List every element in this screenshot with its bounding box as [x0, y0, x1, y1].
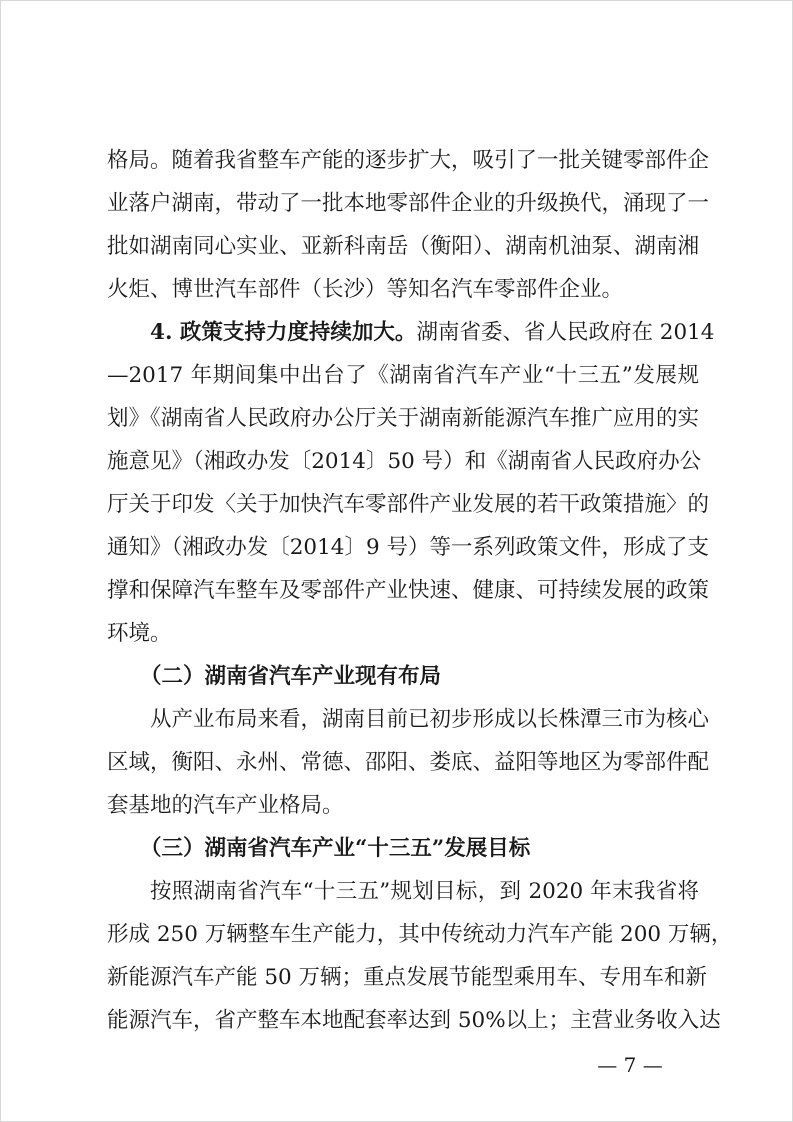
- paragraph-line: 火炬、博世汽车部件（长沙）等知名汽车零部件企业。: [107, 277, 624, 302]
- goal-line: 按照湖南省汽车“十三五”规划目标，到 2020 年末我省将: [150, 879, 699, 904]
- layout-line: 区域，衡阳、永州、常德、邵阳、娄底、益阳等地区为零部件配: [107, 750, 710, 775]
- section4-line: —2017 年期间集中出台了《湖南省汽车产业“十三五”发展规: [107, 363, 699, 388]
- section-heading-3: （三）湖南省汽车产业“十三五”发展目标: [140, 836, 531, 861]
- section4-line: 划》《湖南省人民政府办公厅关于湖南新能源汽车推广应用的实: [107, 406, 699, 431]
- layout-line: 套基地的汽车产业格局。: [107, 793, 344, 818]
- section4-line: 厅关于印发〈关于加快汽车零部件产业发展的若干政策措施〉的: [107, 492, 710, 517]
- section4-line: 施意见》（湘政办发〔2014〕50 号）和《湖南省人民政府办公: [107, 449, 702, 474]
- layout-line: 从产业布局来看，湖南目前已初步形成以长株潭三市为核心: [150, 707, 710, 732]
- paragraph-line: 业落户湖南，带动了一批本地零部件企业的升级换代，涌现了一: [107, 191, 710, 216]
- section4-line: 撑和保障汽车整车及零部件产业快速、健康、可持续发展的政策: [107, 578, 710, 603]
- section4-first-line: [150, 313, 715, 353]
- section4-first-line-rest: 湖南省委、省人民政府在 2014: [416, 320, 715, 345]
- goal-line: 新能源汽车产能 50 万辆；重点发展节能型乘用车、专用车和新: [107, 965, 708, 990]
- paragraph-line: 批如湖南同心实业、亚新科南岳（衡阳）、湖南机油泵、湖南湘: [107, 234, 699, 259]
- goal-line: 能源汽车，省产整车本地配套率达到 50%以上；主营业务收入达: [107, 1008, 721, 1033]
- section4-line: 通知》（湘政办发〔2014〕9 号）等一系列政策文件，形成了支: [107, 535, 709, 560]
- goal-line: 形成 250 万辆整车生产能力，其中传统动力汽车产能 200 万辆，: [107, 922, 733, 947]
- section-heading-2: （二）湖南省汽车产业现有布局: [140, 664, 442, 689]
- section4-line: 环境。: [107, 621, 172, 646]
- paragraph-line: 格局。随着我省整车产能的逐步扩大，吸引了一批关键零部件企: [107, 148, 710, 173]
- section4-bold-lead: 4. 政策支持力度持续加大。: [150, 320, 417, 345]
- page-number: — 7 —: [597, 1053, 663, 1077]
